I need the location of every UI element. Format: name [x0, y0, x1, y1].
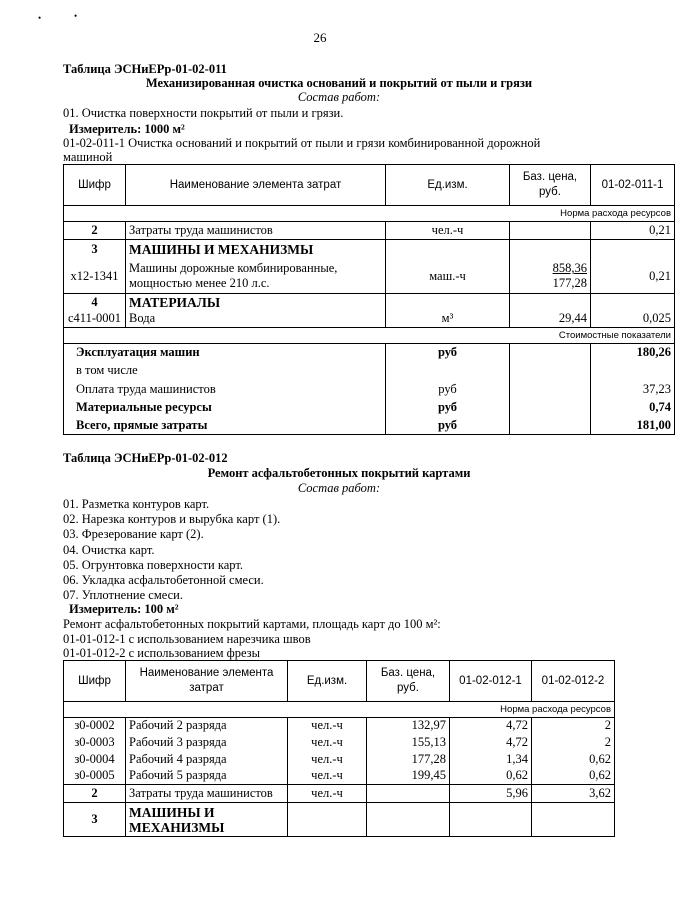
table1	[63, 164, 675, 435]
section-row	[64, 294, 675, 311]
row-unit: маш.-ч	[386, 260, 510, 294]
table2-work-item: 02. Нарезка контуров и вырубка карт (1).	[63, 512, 281, 526]
header-code: Шифр	[64, 165, 126, 206]
scan-mark: •	[38, 13, 42, 23]
section-name: МАТЕРИАЛЫ	[126, 294, 386, 311]
section-name: МАШИНЫ И МЕХАНИЗМЫ	[126, 803, 288, 837]
row-price	[510, 222, 591, 240]
table2-work-item: 01. Разметка контуров карт.	[63, 497, 210, 511]
table2-work-item: 07. Уплотнение смеси.	[63, 588, 183, 602]
section-row	[64, 803, 615, 837]
table1-meter: Измеритель: 1000 м²	[69, 122, 185, 136]
header-unit: Ед.изм.	[288, 661, 367, 702]
header-col1: 01-02-012-1	[450, 661, 532, 702]
table2-work-label: Состав работ:	[297, 481, 381, 495]
row-name: Затраты труда машинистов	[126, 222, 386, 240]
header-price: Баз. цена, руб.	[367, 661, 450, 702]
norm-label: Норма расхода ресурсов	[64, 702, 615, 718]
row-unit: чел.-ч	[386, 222, 510, 240]
table2-desc: Ремонт асфальтобетонных покрытий картами, площадь карт до 100 м²:	[63, 617, 441, 631]
row-name: Машины дорожные комбинированные, мощностью менее 210 л.с.	[126, 260, 386, 294]
cost-row: Материальные ресурсы руб 0,74	[64, 399, 675, 417]
table2-title: Таблица ЭСНиЕРр-01-02-012	[63, 451, 228, 465]
norm-label: Норма расхода ресурсов	[64, 206, 675, 222]
table2-desc: 01-01-012-2 с использованием фрезы	[63, 646, 260, 660]
table-row: з0-0002 Рабочий 2 разряда чел.-ч 132,97 4,72 2	[64, 718, 615, 734]
table-row: з0-0005 Рабочий 5 разряда чел.-ч 199,45 0,62 0,62	[64, 768, 615, 785]
cost-row: Всего, прямые затраты руб 181,00	[64, 417, 675, 435]
header-name: Наименование элемента затрат	[126, 165, 386, 206]
section-row	[64, 240, 675, 260]
page-number: 26	[313, 30, 327, 45]
section-code: 4	[64, 294, 126, 311]
table-row	[64, 222, 675, 240]
section-name: МАШИНЫ И МЕХАНИЗМЫ	[126, 240, 386, 260]
row-value: 0,21	[591, 260, 675, 294]
table2-meter: Измеритель: 100 м²	[69, 602, 179, 616]
table2-work-item: 04. Очистка карт.	[63, 543, 155, 557]
row-code: с411-0001	[64, 311, 126, 328]
header-col2: 01-02-012-2	[532, 661, 615, 702]
row-code: х12-1341	[64, 260, 126, 294]
cost-row: Эксплуатация машин руб 180,26	[64, 344, 675, 362]
header-col1: 01-02-011-1	[591, 165, 675, 206]
row-value: 0,21	[591, 222, 675, 240]
row-name: Вода	[126, 311, 386, 328]
cost-row: в том числе	[64, 362, 675, 380]
row-price: 858,36 177,28	[510, 260, 591, 294]
row-value: 0,025	[591, 311, 675, 328]
section-code: 3	[64, 240, 126, 260]
row-code: 2	[64, 222, 126, 240]
section-code: 3	[64, 803, 126, 837]
header-unit: Ед.изм.	[386, 165, 510, 206]
table2-work-item: 06. Укладка асфальтобетонной смеси.	[63, 573, 264, 587]
table-row	[64, 260, 675, 294]
table1-work-item: 01. Очистка поверхности покрытий от пыли и грязи.	[63, 106, 344, 120]
row-unit: м³	[386, 311, 510, 328]
table-row	[64, 311, 675, 328]
table1-work-label: Состав работ:	[297, 90, 381, 104]
header-code: Шифр	[64, 661, 126, 702]
table2-work-item: 05. Огрунтовка поверхности карт.	[63, 558, 243, 572]
header-price: Баз. цена, руб.	[510, 165, 591, 206]
table2-desc: 01-01-012-1 с использованием нарезчика швов	[63, 632, 311, 646]
table-row: з0-0003 Рабочий 3 разряда чел.-ч 155,13 4,72 2	[64, 734, 615, 751]
table-row: з0-0004 Рабочий 4 разряда чел.-ч 177,28 1,34 0,62	[64, 751, 615, 768]
table1-desc: 01-02-011-1 Очистка оснований и покрытий от пыли и грязи комбинированной дорожной	[63, 136, 541, 150]
table1-subtitle: Механизированная очистка оснований и покрытий от пыли и грязи	[145, 76, 533, 90]
table-row: 2 Затраты труда машинистов чел.-ч 5,96 3,62	[64, 785, 615, 803]
cost-row: Оплата труда машинистов руб 37,23	[64, 380, 675, 399]
scan-mark: •	[74, 11, 78, 21]
cost-label: Стоимостные показатели	[64, 328, 675, 344]
header-name: Наименование элемента затрат	[126, 661, 288, 702]
table2-work-item: 03. Фрезерование карт (2).	[63, 527, 204, 541]
table2-subtitle: Ремонт асфальтобетонных покрытий картами	[207, 466, 471, 480]
table2	[63, 660, 615, 837]
row-price: 29,44	[510, 311, 591, 328]
table1-desc: машиной	[63, 150, 113, 164]
table1-title: Таблица ЭСНиЕРр-01-02-011	[63, 62, 227, 76]
